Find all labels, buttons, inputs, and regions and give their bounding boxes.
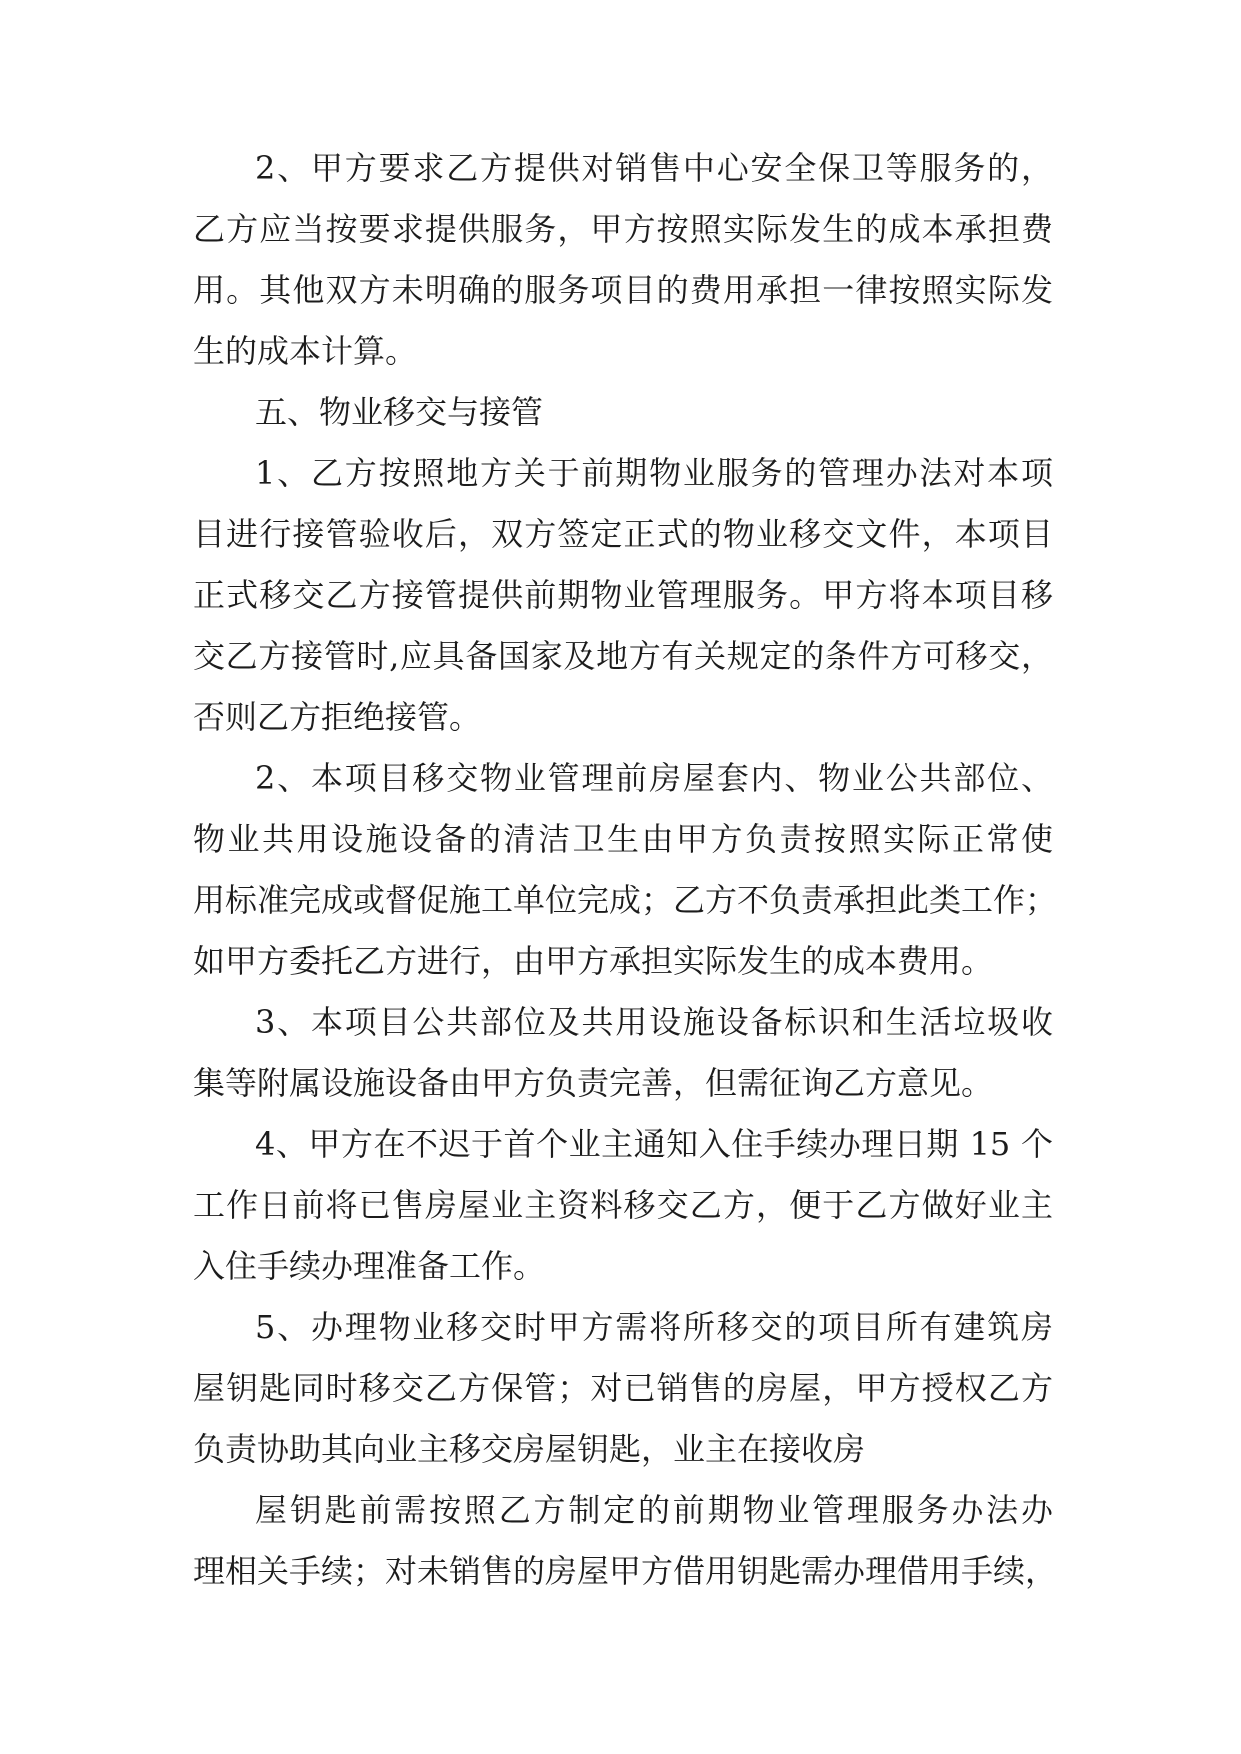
clause-5-3-line-2: 集等附属设施设备由甲方负责完善，但需征询乙方意见。 xyxy=(193,1064,994,1102)
clause-5-1-line-2: 目进行接管验收后，双方签定正式的物业移交文件，本项目 xyxy=(193,515,1053,553)
clause-5-4-line-3: 入住手续办理准备工作。 xyxy=(193,1247,546,1285)
section-heading-5: 五、物业移交与接管 xyxy=(255,393,544,431)
clause-5-1-line-5: 否则乙方拒绝接管。 xyxy=(193,698,482,736)
clause-5-2-line-4: 如甲方委托乙方进行，由甲方承担实际发生的成本费用。 xyxy=(193,942,994,980)
clause-5-1-line-4: 交乙方接管时,应具备国家及地方有关规定的条件方可移交， xyxy=(193,637,1053,675)
clause-5-2-line-2: 物业共用设施设备的清洁卫生由甲方负责按照实际正常使 xyxy=(193,820,1053,858)
paragraph-2-line-2: 乙方应当按要求提供服务，甲方按照实际发生的成本承担费 xyxy=(193,210,1053,248)
clause-5-4-line-2: 工作日前将已售房屋业主资料移交乙方，便于乙方做好业主 xyxy=(193,1186,1053,1224)
continuation-line-2: 理相关手续；对未销售的房屋甲方借用钥匙需办理借用手续， xyxy=(193,1552,1058,1590)
clause-5-5-line-3: 负责协助其向业主移交房屋钥匙，业主在接收房 xyxy=(193,1430,866,1468)
clause-5-5-line-2: 屋钥匙同时移交乙方保管；对已销售的房屋，甲方授权乙方 xyxy=(193,1369,1053,1407)
clause-5-4-line-1: 4、甲方在不迟于首个业主通知入住手续办理日期 15 个 xyxy=(255,1125,1053,1163)
continuation-line-1: 屋钥匙前需按照乙方制定的前期物业管理服务办法办 xyxy=(255,1491,1053,1529)
clause-5-1-line-3: 正式移交乙方接管提供前期物业管理服务。甲方将本项目移 xyxy=(193,576,1053,614)
paragraph-2-line-3: 用。其他双方未明确的服务项目的费用承担一律按照实际发 xyxy=(193,271,1053,309)
clause-5-2-line-1: 2、本项目移交物业管理前房屋套内、物业公共部位、 xyxy=(255,759,1053,797)
paragraph-2-line-4: 生的成本计算。 xyxy=(193,332,418,370)
clause-5-1-line-1: 1、乙方按照地方关于前期物业服务的管理办法对本项 xyxy=(255,454,1053,492)
clause-5-3-line-1: 3、本项目公共部位及共用设施设备标识和生活垃圾收 xyxy=(255,1003,1053,1041)
clause-5-2-line-3: 用标准完成或督促施工单位完成；乙方不负责承担此类工作； xyxy=(193,881,1058,919)
paragraph-2-line-1: 2、甲方要求乙方提供对销售中心安全保卫等服务的， xyxy=(255,149,1053,187)
clause-5-5-line-1: 5、办理物业移交时甲方需将所移交的项目所有建筑房 xyxy=(255,1308,1053,1346)
